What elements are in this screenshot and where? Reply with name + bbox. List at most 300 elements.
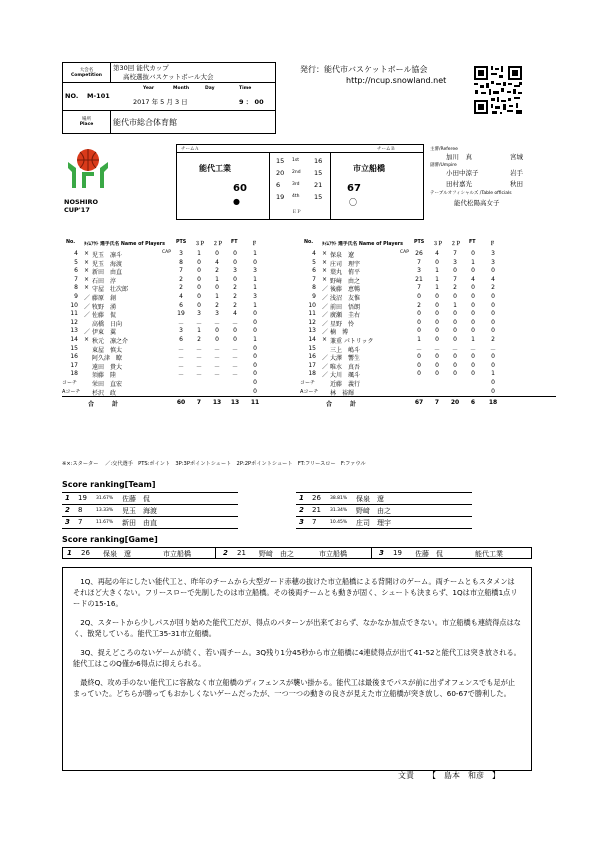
player-p2: 0 bbox=[215, 335, 219, 343]
player-ft: 0 bbox=[471, 301, 475, 309]
team-b-name: 市立船橋 bbox=[353, 164, 385, 173]
totals-label: 合 計 bbox=[88, 401, 119, 409]
player-row bbox=[300, 353, 556, 362]
game-time: 9 ： 00 bbox=[239, 98, 264, 106]
player-p3: － bbox=[195, 355, 202, 363]
player-row bbox=[62, 293, 318, 302]
ranking-rank: 2 bbox=[299, 506, 304, 514]
player-ft: 0 bbox=[471, 284, 475, 292]
player-p3: 0 bbox=[197, 292, 201, 300]
player-mark: ／ bbox=[322, 303, 329, 311]
player-no: 11 bbox=[308, 310, 316, 318]
place-label-en: Place bbox=[79, 122, 94, 127]
player-f: 1 bbox=[253, 284, 257, 292]
player-ft: － bbox=[231, 363, 238, 371]
player-ft: 0 bbox=[471, 361, 475, 369]
player-no: 14 bbox=[70, 335, 78, 343]
player-p3: 4 bbox=[435, 250, 439, 257]
quarter-a: 19 bbox=[276, 193, 285, 201]
place: 能代市総合体育館 bbox=[113, 118, 177, 127]
game-ranking-team: 能代工業 bbox=[475, 550, 503, 558]
player-f: 3 bbox=[491, 258, 495, 266]
player-f: 0 bbox=[491, 301, 495, 309]
quarter-a: 20 bbox=[276, 169, 285, 177]
player-p2: 4 bbox=[215, 258, 219, 266]
player-ft: 0 bbox=[471, 267, 475, 275]
player-pts: 19 bbox=[177, 310, 185, 318]
player-name: 兼重 パトリック bbox=[330, 337, 374, 345]
player-ft: 2 bbox=[233, 292, 237, 300]
player-p2: 2 bbox=[215, 301, 219, 309]
player-ft: 3 bbox=[233, 267, 237, 275]
coach-name: 林 裕輝 bbox=[330, 389, 355, 397]
player-mark: × bbox=[322, 267, 328, 275]
player-no: 10 bbox=[70, 301, 78, 309]
player-mark: ／ bbox=[322, 355, 329, 363]
player-p3: 1 bbox=[197, 250, 201, 257]
player-ft: 0 bbox=[233, 275, 237, 283]
player-no: 16 bbox=[70, 353, 78, 361]
ranking-pct: 11.67% bbox=[96, 520, 114, 525]
player-name: 牧野 湧 bbox=[92, 303, 117, 311]
player-no: 8 bbox=[312, 284, 316, 292]
qr-code-image bbox=[472, 64, 524, 116]
player-row bbox=[62, 267, 318, 276]
player-no: 12 bbox=[70, 318, 78, 326]
player-p2: 2 bbox=[453, 284, 457, 292]
player-row bbox=[62, 302, 318, 311]
player-f: 2 bbox=[491, 284, 495, 292]
team-a-totals-row: 合 計 60 7 13 13 11 bbox=[62, 396, 318, 408]
player-f: 1 bbox=[253, 250, 257, 257]
coach-row bbox=[300, 379, 556, 388]
team-b-totals-row: 合 計 67 7 20 6 18 bbox=[300, 396, 556, 408]
player-pts: 8 bbox=[179, 258, 183, 266]
team-b-label: チームＢ bbox=[377, 147, 395, 152]
player-p3: 0 bbox=[435, 258, 439, 266]
player-p2: 0 bbox=[453, 335, 457, 343]
player-mark: ／ bbox=[322, 312, 329, 320]
player-p2: 7 bbox=[453, 250, 457, 257]
ranking-team-a bbox=[62, 492, 238, 527]
player-ft: 0 bbox=[233, 250, 237, 257]
player-f: － bbox=[489, 346, 496, 354]
player-f: 0 bbox=[253, 327, 257, 335]
player-f: 0 bbox=[253, 344, 257, 352]
player-name: 野﨑 由之 bbox=[330, 277, 361, 285]
player-name: 阿久津 瞭 bbox=[92, 355, 123, 363]
player-pts: 0 bbox=[417, 353, 421, 361]
player-mark: ／ bbox=[322, 294, 329, 302]
player-mark: ／ bbox=[322, 329, 329, 337]
player-p2: 0 bbox=[215, 250, 219, 257]
game-ranking-rank: 1 bbox=[67, 549, 72, 557]
game-ranking-name: 野﨑 由之 bbox=[259, 550, 294, 558]
player-row bbox=[300, 259, 556, 268]
ranking-rank: 3 bbox=[65, 518, 70, 526]
team-a-roster bbox=[62, 240, 318, 408]
player-mark: ／ bbox=[322, 372, 329, 380]
player-f: 0 bbox=[491, 292, 495, 300]
player-cap: CAP bbox=[162, 250, 171, 255]
place-label: 場所 bbox=[82, 117, 91, 122]
player-ft: 0 bbox=[471, 318, 475, 326]
publisher-url[interactable]: http://ncup.snowland.net bbox=[346, 76, 447, 85]
player-row bbox=[62, 284, 318, 293]
player-name: 後藤 恵暢 bbox=[330, 286, 361, 294]
player-mark: ／ bbox=[322, 363, 329, 371]
player-p3: － bbox=[195, 320, 202, 328]
coach-role: Aコーチ bbox=[300, 388, 319, 395]
player-name: 石田 淳 bbox=[92, 277, 117, 285]
player-p2: 0 bbox=[215, 327, 219, 335]
coach-f: 0 bbox=[491, 387, 495, 395]
player-p2: 0 bbox=[453, 370, 457, 378]
player-mark: × bbox=[84, 250, 90, 257]
referee-name: 加川 真 bbox=[446, 153, 472, 161]
coach-role: Aコーチ bbox=[62, 388, 81, 395]
player-pts: 6 bbox=[179, 335, 183, 343]
player-no: 15 bbox=[70, 344, 78, 352]
ranking-pct: 31.34% bbox=[330, 508, 348, 513]
player-p3: 0 bbox=[435, 327, 439, 335]
player-row bbox=[62, 319, 318, 328]
tournament-label: 大会名 bbox=[79, 68, 94, 73]
player-pts: 2 bbox=[179, 275, 183, 283]
coach-name: 近藤 義行 bbox=[330, 380, 361, 388]
player-row bbox=[62, 327, 318, 336]
ranking-name: 野﨑 由之 bbox=[356, 507, 391, 515]
player-pts: 4 bbox=[179, 292, 183, 300]
player-row bbox=[62, 276, 318, 285]
quarter-row bbox=[270, 193, 330, 205]
player-name: 葉丸 侑平 bbox=[330, 269, 361, 277]
coach-f: 0 bbox=[253, 378, 257, 386]
player-pts: 0 bbox=[417, 361, 421, 369]
coach-row bbox=[300, 388, 556, 397]
player-no: 6 bbox=[74, 267, 78, 275]
player-p3: 1 bbox=[197, 327, 201, 335]
player-name: 高橋 日向 bbox=[92, 320, 123, 328]
referee-label: 主審/Referee bbox=[430, 147, 458, 152]
player-mark: ／ bbox=[84, 329, 91, 337]
player-row bbox=[300, 250, 556, 259]
player-no: 16 bbox=[308, 353, 316, 361]
quarter-a: 15 bbox=[276, 157, 285, 165]
player-no: 9 bbox=[74, 292, 78, 300]
player-p3: 0 bbox=[435, 301, 439, 309]
ranking-row bbox=[296, 505, 472, 517]
player-ft: － bbox=[231, 320, 238, 328]
player-no: 11 bbox=[70, 310, 78, 318]
player-pts: 0 bbox=[417, 370, 421, 378]
game-score-box bbox=[176, 144, 424, 220]
ranking-row bbox=[62, 505, 238, 517]
player-no: 5 bbox=[74, 258, 78, 266]
player-no: 18 bbox=[308, 370, 316, 378]
player-p2: － bbox=[213, 320, 220, 328]
player-p3: － bbox=[195, 372, 202, 380]
tournament-label-en: Competition bbox=[70, 73, 103, 78]
team-a-label: チームＡ bbox=[181, 147, 199, 152]
player-p2: 0 bbox=[453, 353, 457, 361]
player-p3: 1 bbox=[435, 267, 439, 275]
player-ft: － bbox=[469, 346, 476, 354]
player-ft: 4 bbox=[233, 310, 237, 318]
ranking-game bbox=[62, 547, 532, 559]
player-p3: 1 bbox=[435, 284, 439, 292]
place-row bbox=[63, 111, 275, 133]
coach-row bbox=[62, 379, 318, 388]
ranking-game-title: Score ranking[Game] bbox=[62, 535, 158, 544]
report-paragraph-1: 1Q、再起の年にしたい能代工と、昨年のチームから大型ガード赤穂の抜けた市立船橋による背開けのゲーム。両チームともスタメンはそれほど大きくない。フリースローで先制したのは市立船橋。その後両チームとも動きが固く、シュートも決まらず、1Qは市立船橋1点リードの15-16。 bbox=[73, 577, 518, 608]
ranking-pct: 10.45% bbox=[330, 520, 348, 525]
player-p2: 0 bbox=[453, 327, 457, 335]
player-ft: － bbox=[231, 372, 238, 380]
player-row bbox=[300, 362, 556, 371]
table-officials-name: 能代松陽高女子 bbox=[454, 199, 500, 207]
player-p3: 0 bbox=[435, 370, 439, 378]
quarter-b: 16 bbox=[314, 157, 323, 165]
player-p2: 1 bbox=[215, 275, 219, 283]
player-name: 伊東 翼 bbox=[92, 329, 117, 337]
player-p2: 1 bbox=[453, 301, 457, 309]
game-date: 2017 年 5 月 3 日 bbox=[133, 98, 188, 106]
quarter-row bbox=[270, 157, 330, 169]
player-name: 廣瀬 圭右 bbox=[330, 312, 361, 320]
ranking-rank: 2 bbox=[65, 506, 70, 514]
player-ft: 0 bbox=[233, 258, 237, 266]
player-f: 0 bbox=[253, 370, 257, 378]
game-ranking-rank: 3 bbox=[379, 549, 384, 557]
quarter-label: 1st bbox=[292, 158, 299, 163]
quarter-label: 2nd bbox=[292, 170, 301, 175]
player-p2: 7 bbox=[453, 275, 457, 283]
player-f: 3 bbox=[491, 250, 495, 257]
officials bbox=[430, 146, 540, 207]
umpire-1-pref: 岩手 bbox=[510, 169, 523, 177]
tournament-name-1: 第30回 能代カップ bbox=[113, 64, 169, 72]
player-no: 15 bbox=[308, 344, 316, 352]
quarter-b: 21 bbox=[314, 181, 323, 189]
game-ranking-pts: 21 bbox=[237, 549, 246, 557]
player-pts: 7 bbox=[417, 284, 421, 292]
referee-pref: 宮城 bbox=[510, 153, 523, 161]
ranking-name: 児玉 海渡 bbox=[122, 507, 157, 515]
player-row bbox=[300, 310, 556, 319]
player-p3: 0 bbox=[197, 275, 201, 283]
player-name: 須藤 陸 bbox=[92, 372, 117, 380]
player-f: 2 bbox=[491, 335, 495, 343]
ranking-pct: 31.67% bbox=[96, 496, 114, 501]
player-row bbox=[300, 345, 556, 354]
umpire-label: 副審/Umpire bbox=[430, 163, 457, 168]
player-f: 0 bbox=[253, 361, 257, 369]
game-ranking-name: 佐藤 侃 bbox=[415, 550, 443, 558]
ranking-rank: 1 bbox=[65, 494, 70, 502]
player-row bbox=[62, 259, 318, 268]
ep-label: ＥＰ bbox=[292, 210, 301, 215]
player-f: 4 bbox=[491, 275, 495, 283]
player-f: 0 bbox=[491, 267, 495, 275]
player-f: 1 bbox=[253, 275, 257, 283]
player-name: 新田 由直 bbox=[92, 269, 123, 277]
player-p2: － bbox=[213, 346, 220, 354]
player-no: 10 bbox=[308, 301, 316, 309]
player-name: 星野 怜 bbox=[330, 320, 355, 328]
team-a-score: 60 bbox=[233, 183, 247, 194]
qr-code bbox=[472, 64, 524, 116]
game-report bbox=[62, 567, 532, 771]
publisher: 発行：能代市バスケットボール協会 bbox=[300, 65, 428, 74]
ranking-rank: 1 bbox=[299, 494, 304, 502]
player-f: 0 bbox=[491, 318, 495, 326]
ranking-rank: 3 bbox=[299, 518, 304, 526]
player-ft: 0 bbox=[471, 370, 475, 378]
player-ft: － bbox=[231, 346, 238, 354]
quarter-b: 15 bbox=[314, 193, 323, 201]
player-pts: － bbox=[177, 346, 184, 354]
player-no: 4 bbox=[74, 250, 78, 257]
player-f: 3 bbox=[253, 267, 257, 275]
umpire-1-name: 小田中涼子 bbox=[446, 169, 479, 177]
quarter-b: 15 bbox=[314, 169, 323, 177]
player-f: 0 bbox=[491, 327, 495, 335]
player-p3: 0 bbox=[435, 361, 439, 369]
player-mark: ／ bbox=[84, 303, 91, 311]
ranking-team-b bbox=[296, 492, 472, 527]
player-row bbox=[62, 336, 318, 345]
player-p3: 2 bbox=[197, 335, 201, 343]
player-mark: × bbox=[322, 258, 328, 266]
player-name: 藤原 創 bbox=[92, 294, 117, 302]
ranking-pts: 21 bbox=[312, 506, 321, 514]
player-f: 0 bbox=[491, 353, 495, 361]
tournament-label-cell bbox=[63, 63, 111, 82]
player-row bbox=[62, 310, 318, 319]
player-p2: 3 bbox=[453, 258, 457, 266]
ranking-row bbox=[296, 493, 472, 505]
player-pts: 6 bbox=[179, 301, 183, 309]
totals-label: 合 計 bbox=[326, 401, 357, 409]
player-pts: 2 bbox=[417, 301, 421, 309]
player-no: 14 bbox=[308, 335, 316, 343]
player-pts: 0 bbox=[417, 327, 421, 335]
player-no: 12 bbox=[308, 318, 316, 326]
player-p2: 0 bbox=[453, 267, 457, 275]
game-ranking-pts: 26 bbox=[81, 549, 90, 557]
ranking-team-title: Score ranking[Team] bbox=[62, 480, 156, 489]
player-p2: 0 bbox=[453, 292, 457, 300]
player-pts: 26 bbox=[415, 250, 423, 257]
player-p3: － bbox=[195, 363, 202, 371]
player-pts: 2 bbox=[179, 284, 183, 292]
game-ranking-pts: 19 bbox=[393, 549, 402, 557]
roster-header: No. ﾀｲﾑｱｳﾄ 選手氏名 Name of Players PTS ３Ｐ ２Ｐ FT Ｆ bbox=[66, 240, 257, 247]
player-no: 18 bbox=[70, 370, 78, 378]
player-row bbox=[300, 336, 556, 345]
player-f: 0 bbox=[491, 310, 495, 318]
ranking-name: 庄司 理宇 bbox=[356, 519, 391, 527]
coach-f: 0 bbox=[491, 378, 495, 386]
game-ranking-team: 市立船橋 bbox=[319, 550, 347, 558]
ranking-row bbox=[62, 517, 238, 529]
quarter-scores bbox=[269, 153, 331, 219]
player-name: 唯水 真吾 bbox=[330, 363, 361, 371]
player-no: 6 bbox=[312, 267, 316, 275]
reporter-name: 【 島本 和彦 】 bbox=[428, 771, 500, 780]
player-mark: × bbox=[322, 250, 328, 257]
logo-text-2: CUP'17 bbox=[64, 206, 90, 214]
game-no: M-101 bbox=[87, 92, 110, 100]
player-pts: － bbox=[415, 346, 422, 354]
player-f: 1 bbox=[253, 335, 257, 343]
player-pts: 3 bbox=[179, 327, 183, 335]
player-pts: 7 bbox=[179, 267, 183, 275]
player-ft: 0 bbox=[471, 250, 475, 257]
player-no: 4 bbox=[312, 250, 316, 257]
player-f: 0 bbox=[253, 310, 257, 318]
player-p2: － bbox=[451, 346, 458, 354]
player-name: 大川 颯斗 bbox=[330, 372, 361, 380]
table-officials-label: テーブルオフィシャルズ /Table officials bbox=[430, 191, 512, 196]
player-p3: 3 bbox=[197, 310, 201, 318]
player-p3: 0 bbox=[435, 318, 439, 326]
player-name: 児玉 凛斗 bbox=[92, 252, 123, 259]
player-no: 9 bbox=[312, 292, 316, 300]
player-name: 三上 嶋斗 bbox=[330, 346, 361, 354]
player-name: 庄司 理宇 bbox=[330, 260, 361, 268]
ranking-pct: 13.33% bbox=[96, 508, 114, 513]
player-ft: 0 bbox=[471, 310, 475, 318]
quarter-row bbox=[270, 169, 330, 181]
stats-legend: ※×:スターター ／:交代選手 PTS:ポイント 3P:3Pポイントシュート 2P:2Pポイントシュート FT:フリースロー F:ファウル bbox=[62, 461, 366, 467]
player-mark: × bbox=[84, 275, 90, 283]
player-row bbox=[300, 327, 556, 336]
player-row bbox=[62, 250, 318, 259]
player-no: 17 bbox=[308, 361, 316, 369]
roster-header: No. ﾀｲﾑｱｳﾄ 選手氏名 Name of Players PTS ３Ｐ ２Ｐ FT Ｆ bbox=[304, 240, 495, 247]
team-a-result-icon: ● bbox=[233, 197, 240, 206]
quarter-row bbox=[270, 181, 330, 193]
player-f: 0 bbox=[253, 258, 257, 266]
player-cap: CAP bbox=[400, 250, 409, 255]
game-info-box bbox=[62, 62, 276, 134]
player-pts: － bbox=[177, 320, 184, 328]
player-row bbox=[300, 370, 556, 379]
player-p2: 1 bbox=[215, 292, 219, 300]
player-name: 前田 悟朗 bbox=[330, 303, 361, 311]
player-f: 0 bbox=[253, 318, 257, 326]
player-mark: ／ bbox=[322, 320, 329, 328]
coach-row bbox=[62, 388, 318, 397]
player-p3: 0 bbox=[435, 292, 439, 300]
player-ft: 4 bbox=[471, 275, 475, 283]
tournament-name-2: 高校選抜バスケットボール大会 bbox=[123, 73, 214, 81]
player-ft: 0 bbox=[233, 327, 237, 335]
date-row: NO. M-101 Year Month Day Time 2017 年 5 月 3 日 9 ： 00 bbox=[63, 83, 275, 111]
player-p3: 0 bbox=[197, 267, 201, 275]
player-row bbox=[62, 362, 318, 371]
player-p2: 2 bbox=[215, 267, 219, 275]
player-p3: 0 bbox=[197, 301, 201, 309]
player-p3: － bbox=[433, 346, 440, 354]
team-a-name: 能代工業 bbox=[199, 164, 231, 173]
player-no: 8 bbox=[74, 284, 78, 292]
report-paragraph-3: 3Q、捉えどころのないゲームが続く、若い両チーム。3Q残り1分45秒から市立船橋に4連続得点が出て41-52と能代工は突き放される。能代工はこのQ僅か6得点に抑えられる。 bbox=[73, 648, 521, 668]
player-row bbox=[300, 284, 556, 293]
player-mark: ／ bbox=[84, 294, 91, 302]
